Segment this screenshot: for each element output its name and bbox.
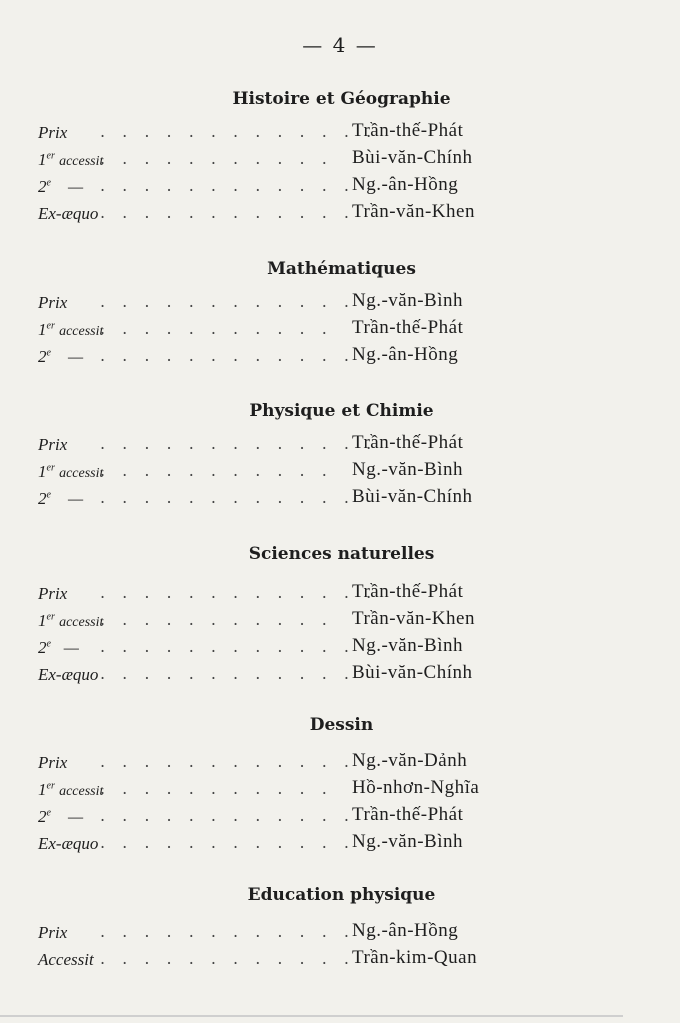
leader-dots: . . . . . . . . . . . . (100, 488, 355, 507)
leader-dots: . . . . . . . . . . . . (100, 203, 355, 222)
section-mathematiques (0, 256, 623, 371)
award-entry (0, 459, 623, 486)
award-entry (0, 947, 623, 974)
student-name: Trần-thế-Phát (352, 581, 464, 602)
student-name: Ng.-văn-Bình (352, 635, 464, 656)
page-number: — 4 — (302, 33, 378, 57)
award-label: Prix (38, 435, 68, 454)
student-name: Trần-kim-Quan (352, 947, 478, 968)
award-label: Ex-æquo (38, 665, 99, 684)
award-label: Prix (38, 923, 68, 942)
section-sciences-naturelles (0, 541, 623, 689)
award-entry (0, 486, 623, 513)
leader-dots: . . . . . . . . . . . . . (100, 292, 378, 311)
student-name: Ng.-văn-Bình (352, 459, 464, 480)
leader-dots: . . . . . . . . . . . . . (100, 752, 378, 771)
leader-dots: . . . . . . . . . . . . (100, 346, 355, 365)
award-label: 1er accessit (38, 611, 104, 630)
award-label: 2e — (38, 347, 84, 366)
leader-dots: . . . . . . . . . . . . (100, 949, 355, 968)
award-entry (0, 344, 623, 371)
student-name: Trần-văn-Khen (352, 608, 475, 629)
award-entry (0, 920, 623, 947)
award-label: 2e — (38, 489, 84, 508)
section-title: Histoire et Géographie (232, 89, 451, 109)
leader-dots: . . . . . . . . . . . (100, 610, 333, 629)
leader-dots: . . . . . . . . . . . (100, 779, 333, 798)
award-entry (0, 804, 623, 831)
award-entry (0, 432, 623, 459)
section-title: Dessin (309, 715, 374, 735)
award-label: 1er accessit (38, 150, 104, 169)
award-label: Prix (38, 293, 68, 312)
award-label: 1er accessit (38, 780, 104, 799)
section-title: Mathématiques (267, 259, 416, 279)
award-label: 1er accessit (38, 320, 104, 339)
award-label: 1er accessit (38, 462, 104, 481)
student-name: Ng.-ân-Hồng (352, 920, 459, 941)
leader-dots: . . . . . . . . . . . . . (100, 583, 378, 602)
leader-dots: . . . . . . . . . . . . (100, 806, 355, 825)
award-label: Prix (38, 584, 68, 603)
section-title: Physique et Chimie (249, 401, 434, 421)
student-name: Bùi-văn-Chính (352, 147, 473, 168)
student-name: Hồ-nhơn-Nghĩa (352, 777, 480, 798)
leader-dots: . . . . . . . . . . . (100, 149, 333, 168)
award-entry (0, 317, 623, 344)
award-entry (0, 201, 623, 228)
award-label: Prix (38, 753, 68, 772)
award-label: Prix (38, 123, 68, 142)
leader-dots: . . . . . . . . . . . . (100, 664, 355, 683)
student-name: Trần-thế-Phát (352, 120, 464, 141)
award-entry (0, 290, 623, 317)
student-name: Trần-thế-Phát (352, 804, 464, 825)
section-education-physique (0, 882, 623, 974)
section-title: Sciences naturelles (248, 544, 435, 564)
section-dessin (0, 712, 623, 858)
student-name: Bùi-văn-Chính (352, 662, 473, 683)
leader-dots: . . . . . . . . . . . . (100, 637, 355, 656)
leader-dots: . . . . . . . . . . . . . (100, 434, 378, 453)
award-label: Accessit (38, 950, 94, 969)
award-label: Ex-æquo (38, 204, 99, 223)
section-histoire-geographie (0, 86, 623, 228)
award-entry (0, 147, 623, 174)
student-name: Bùi-văn-Chính (352, 486, 473, 507)
award-entry (0, 608, 623, 635)
section-title: Education physique (247, 885, 436, 905)
award-entry (0, 120, 623, 147)
award-entry (0, 174, 623, 201)
page-bottom-edge (0, 1015, 623, 1017)
leader-dots: . . . . . . . . . . . . (100, 176, 355, 195)
leader-dots: . . . . . . . . . . . (100, 461, 333, 480)
section-physique-chimie (0, 398, 623, 513)
student-name: Ng.-ân-Hồng (352, 344, 459, 365)
award-entry (0, 777, 623, 804)
award-entry (0, 750, 623, 777)
student-name: Trần-thế-Phát (352, 317, 464, 338)
award-entry (0, 662, 623, 689)
award-label: 2e — (38, 177, 84, 196)
award-label: 2e — (38, 807, 84, 826)
award-entry (0, 581, 623, 608)
award-label: 2e — (38, 638, 79, 657)
student-name: Trần-thế-Phát (352, 432, 464, 453)
award-label: Ex-æquo (38, 834, 99, 853)
leader-dots: . . . . . . . . . . . . (100, 833, 355, 852)
leader-dots: . . . . . . . . . . . (100, 319, 333, 338)
student-name: Ng.-ân-Hồng (352, 174, 459, 195)
student-name: Trần-văn-Khen (352, 201, 475, 222)
student-name: Ng.-văn-Dảnh (352, 750, 468, 771)
award-entry (0, 635, 623, 662)
student-name: Ng.-văn-Bình (352, 290, 464, 311)
leader-dots: . . . . . . . . . . . . . (100, 122, 378, 141)
student-name: Ng.-văn-Bình (352, 831, 464, 852)
leader-dots: . . . . . . . . . . . . . (100, 922, 378, 941)
award-entry (0, 831, 623, 858)
